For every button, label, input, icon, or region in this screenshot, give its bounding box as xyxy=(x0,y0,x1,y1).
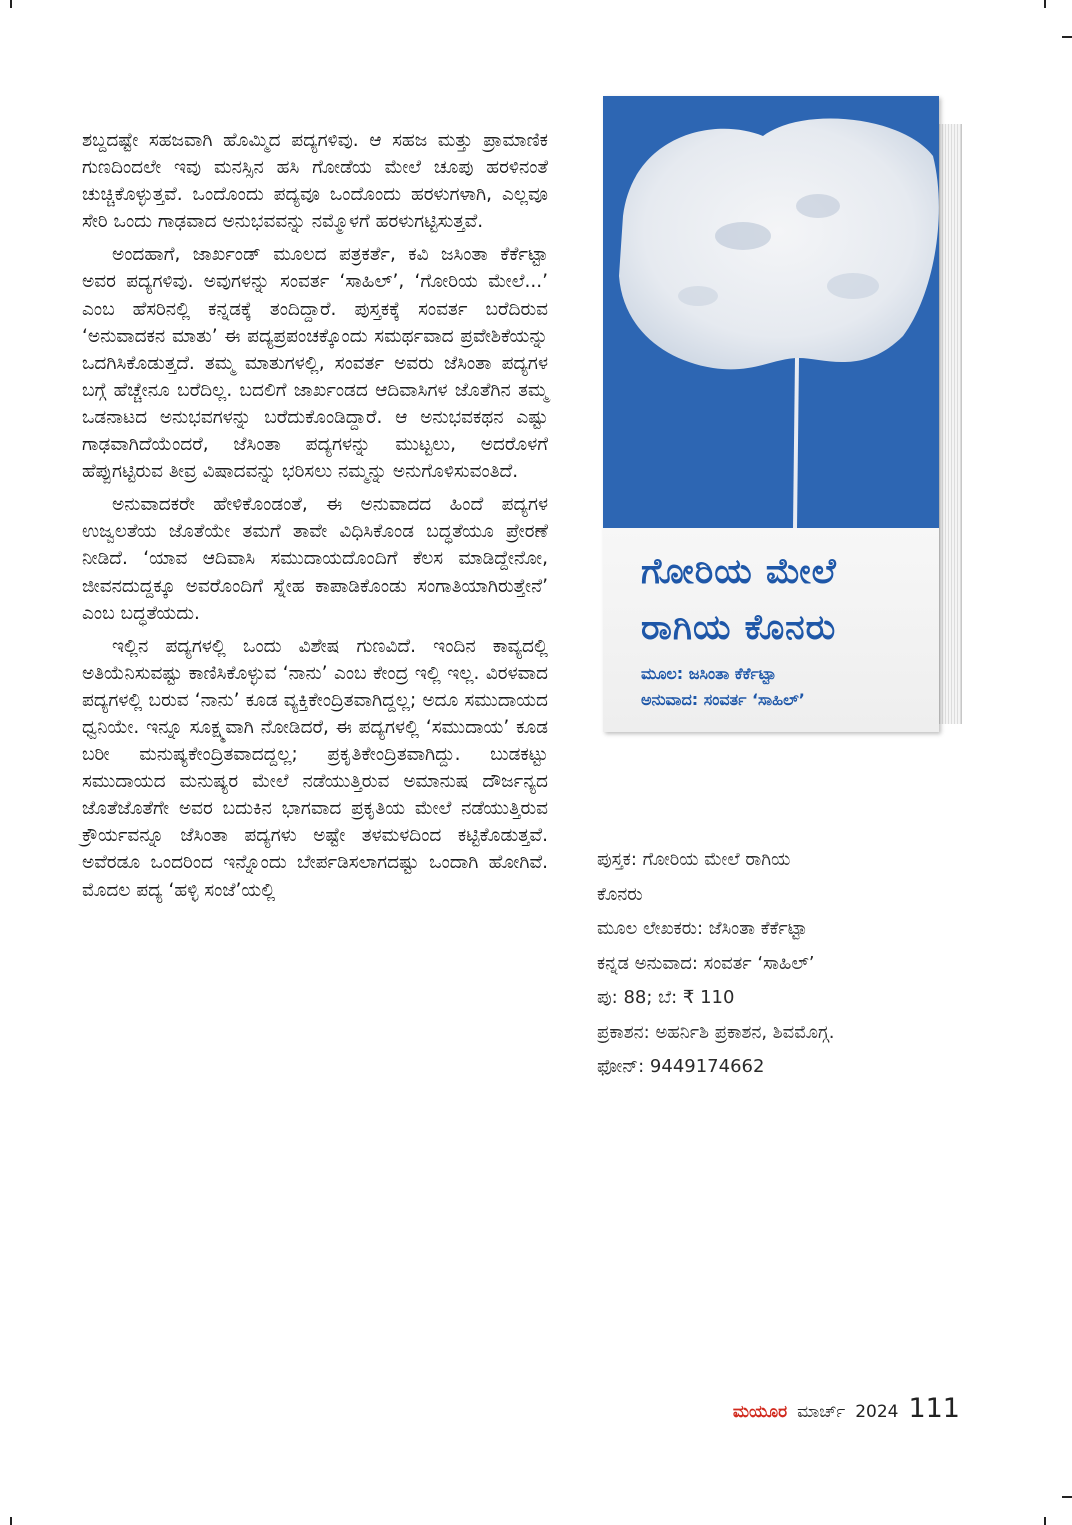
book-translator: ಅನುವಾದ: ಸಂವರ್ತ ‘ಸಾಹಿಲ್’ xyxy=(641,690,805,709)
book-title-line-1: ಗೋರಿಯ ಮೇಲೆ xyxy=(641,552,837,592)
article-paragraph-2: ಅಂದಹಾಗೆ, ಜಾರ್ಖಂಡ್ ಮೂಲದ ಪತ್ರಕರ್ತೆ, ಕವಿ ಜಸಿಂತಾ ಕೆರ್ಕೆಟ್ಟಾ ಅವರ ಪದ್ಯಗಳಿವು. ಅವುಗಳನ್ನು ಸಂವರ್ತ ‘ಸಾಹಿಲ್’, ‘ಗೋರಿಯ ಮೇಲೆ...’ ಎಂಬ ಹೆಸರಿನಲ್ಲಿ ಕನ್ನಡಕ್ಕೆ ತಂದಿದ್ದಾರೆ. ಪುಸ್ತಕಕ್ಕೆ ಸಂವರ್ತ ಬರೆದಿರುವ ‘ಅನುವಾದಕನ ಮಾತು’ ಈ ಪದ್ಯಪ್ರಪಂಚಕ್ಕೊಂದು ಸಮರ್ಥವಾದ ಪ್ರವೇಶಿಕೆಯನ್ನು ಒದಗಿಸಿಕೊಡುತ್ತದೆ. ತಮ್ಮ ಮಾತುಗಳಲ್ಲಿ, ಸಂವರ್ತ ಅವರು ಜೆಸಿಂತಾ ಪದ್ಯಗಳ ಬಗ್ಗೆ ಹೆಚ್ಚೇನೂ ಬರೆದಿಲ್ಲ. ಬದಲಿಗೆ ಜಾರ್ಖಂಡದ ಆದಿವಾಸಿಗಳ ಜೊತೆಗಿನ ತಮ್ಮ ಒಡನಾಟದ ಅನುಭವಗಳನ್ನು ಬರೆದುಕೊಂಡಿದ್ದಾರೆ. ಆ ಅನುಭವಕಥನ ಎಷ್ಟು ಗಾಢವಾಗಿದೆಯೆಂದರೆ, ಜೆಸಿಂತಾ ಪದ್ಯಗಳನ್ನು ಮುಟ್ಟಲು, ಅದರೊಳಗೆ ಹೆಪ್ಪುಗಟ್ಟಿರುವ ತೀವ್ರ ವಿಷಾದವನ್ನು ಭರಿಸಲು ನಮ್ಮನ್ನು ಅನುಗೊಳಿಸುವಂತಿದೆ. xyxy=(82,244,548,483)
book-cover-image xyxy=(603,96,963,746)
crop-mark-right-upper xyxy=(1062,36,1072,38)
crop-mark-top-right xyxy=(1044,0,1046,8)
caption-phone: ಫೋನ್: 9449174662 xyxy=(597,1056,765,1077)
crop-mark-top-left xyxy=(10,0,12,8)
crop-mark-bottom-right xyxy=(1044,1517,1046,1525)
article-paragraph-3: ಅನುವಾದಕರೇ ಹೇಳಿಕೊಂಡಂತೆ, ಈ ಅನುವಾದದ ಹಿಂದೆ ಪದ್ಯಗಳ ಉಜ್ವಲತೆಯ ಜೊತೆಯೇ ತಮಗೆ ತಾವೇ ವಿಧಿಸಿಕೊಂಡ ಬದ್ಧತೆಯೂ ಪ್ರೇರಣೆ ನೀಡಿದೆ. ‘ಯಾವ ಆದಿವಾಸಿ ಸಮುದಾಯದೊಂದಿಗೆ ಕೆಲಸ ಮಾಡಿದ್ದೇನೋ, ಜೀವನದುದ್ದಕ್ಕೂ ಅವರೊಂದಿಗೆ ಸ್ನೇಹ ಕಾಪಾಡಿಕೊಂಡು ಸಂಗಾತಿಯಾಗಿರುತ್ತೇನೆ’ ಎಂಬ ಬದ್ಧತೆಯದು. xyxy=(82,494,548,624)
book-title-line-2: ರಾಗಿಯ ಕೊನರು xyxy=(641,608,837,648)
caption-publisher: ಪ್ರಕಾಶನ: ಅಹರ್ನಿಶಿ ಪ್ರಕಾಶನ, ಶಿವಮೊಗ್ಗ. xyxy=(597,1021,835,1043)
book-page-edges xyxy=(937,124,962,724)
crop-mark-right-lower xyxy=(1062,1496,1072,1498)
article-paragraph-4: ಇಲ್ಲಿನ ಪದ್ಯಗಳಲ್ಲಿ ಒಂದು ವಿಶೇಷ ಗುಣವಿದೆ. ಇಂದಿನ ಕಾವ್ಯದಲ್ಲಿ ಅತಿಯೆನಿಸುವಷ್ಟು ಕಾಣಿಸಿಕೊಳ್ಳುವ ‘ನಾನು’ ಎಂಬ ಕೇಂದ್ರ ಇಲ್ಲಿ ಇಲ್ಲ. ವಿರಳವಾದ ಪದ್ಯಗಳಲ್ಲಿ ಬರುವ ‘ನಾನು’ ಕೂಡ ವ್ಯಕ್ತಿಕೇಂದ್ರಿತವಾಗಿದ್ದಲ್ಲ; ಅದೂ ಸಮುದಾಯದ ಧ್ವನಿಯೇ. ಇನ್ನೂ ಸೂಕ್ಷ್ಮವಾಗಿ ನೋಡಿದರೆ, ಈ ಪದ್ಯಗಳಲ್ಲಿ ‘ಸಮುದಾಯ’ ಕೂಡ ಬರೀ ಮನುಷ್ಯಕೇಂದ್ರಿತವಾದದ್ದಲ್ಲ; ಪ್ರಕೃತಿಕೇಂದ್ರಿತವಾಗಿದ್ದು. ಬುಡಕಟ್ಟು ಸಮುದಾಯದ ಮನುಷ್ಯರ ಮೇಲೆ ನಡೆಯುತ್ತಿರುವ ಅಮಾನುಷ ದೌರ್ಜನ್ಯದ ಜೊತೆಜೊತೆಗೇ ಅವರ ಬದುಕಿನ ಭಾಗವಾದ ಪ್ರಕೃತಿಯ ಮೇಲೆ ನಡೆಯುತ್ತಿರುವ ಕ್ರೌರ್ಯವನ್ನೂ ಜೆಸಿಂತಾ ಪದ್ಯಗಳು ಅಷ್ಟೇ ತಳಮಳದಿಂದ ಕಟ್ಟಿಕೊಡುತ್ತವೆ. ಅವೆರಡೂ ಒಂದರಿಂದ ಇನ್ನೊಂದು ಬೇರ್ಪಡಿಸಲಾಗದಷ್ಟು ಒಂದಾಗಿ ಹೋಗಿವೆ. ಮೊದಲ ಪದ್ಯ ‘ಹಳ್ಳಿ ಸಂಜೆ’ಯಲ್ಲಿ xyxy=(82,635,548,901)
book-original-author: ಮೂಲ: ಜಸಿಂತಾ ಕೆರ್ಕೆಟ್ಟಾ xyxy=(641,664,777,683)
crop-mark-bottom-left xyxy=(10,1517,12,1525)
caption-translator: ಕನ್ನಡ ಅನುವಾದ: ಸಂವರ್ತ ‘ಸಾಹಿಲ್’ xyxy=(597,952,815,974)
caption-book-line-2: ಕೊನರು xyxy=(597,883,643,905)
footer-year: 2024 xyxy=(855,1402,899,1422)
book-cover-title-panel xyxy=(603,528,939,732)
footer-month: ಮಾರ್ಚ್ xyxy=(797,1402,846,1422)
cloud-tree-illustration xyxy=(603,96,939,528)
caption-book-line-1: ಪುಸ್ತಕ: ಗೋರಿಯ ಮೇಲೆ ರಾಗಿಯ xyxy=(597,849,791,870)
book-details-caption xyxy=(597,843,977,1085)
caption-author: ಮೂಲ ಲೇಖಕರು: ಜೆಸಿಂತಾ ಕೆರ್ಕೆಟ್ಟಾ xyxy=(597,918,808,939)
page-number: 111 xyxy=(908,1393,960,1424)
magazine-logo: ಮಯೂರ xyxy=(732,1402,788,1422)
article-paragraph-1: ಶಬ್ದದಷ್ಟೇ ಸಹಜವಾಗಿ ಹೊಮ್ಮಿದ ಪದ್ಯಗಳಿವು. ಆ ಸಹಜ ಮತ್ತು ಪ್ರಾಮಾಣಿಕ ಗುಣದಿಂದಲೇ ಇವು ಮನಸ್ಸಿನ ಹಸಿ ಗೋಡೆಯ ಮೇಲೆ ಚೂಪು ಹರಳಿನಂತೆ ಚುಚ್ಚಿಕೊಳ್ಳುತ್ತವೆ. ಒಂದೊಂದು ಪದ್ಯವೂ ಒಂದೊಂದು ಹರಳುಗಳಾಗಿ, ಎಲ್ಲವೂ ಸೇರಿ ಒಂದು ಗಾಢವಾದ ಅನುಭವವನ್ನು ನಮ್ಮೊಳಗೆ ಹರಳುಗಟ್ಟಿಸುತ್ತವೆ. xyxy=(82,130,548,233)
caption-pages-price: ಪು: 88; ಬೆ: ₹ 110 xyxy=(597,987,735,1008)
book-cover xyxy=(603,96,939,732)
article-body xyxy=(82,127,548,910)
page-footer xyxy=(733,1393,960,1429)
